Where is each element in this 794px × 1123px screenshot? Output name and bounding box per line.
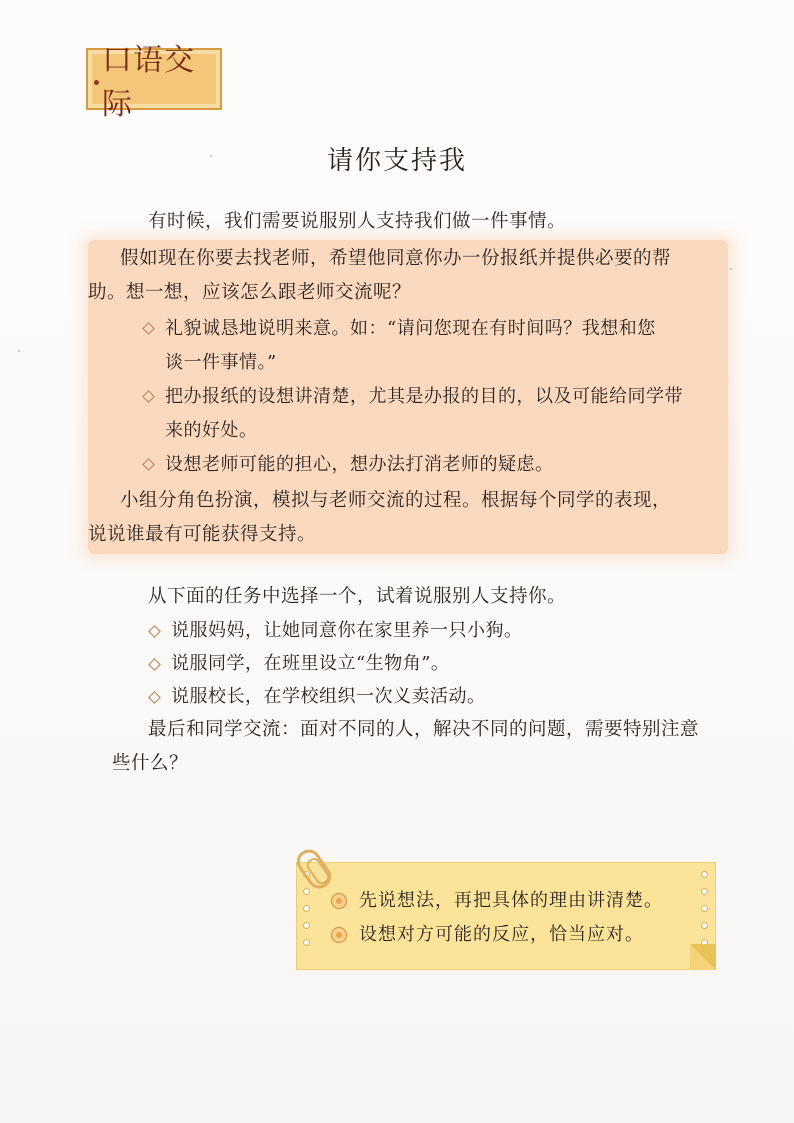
scenario-bullet-3	[144, 448, 704, 482]
scenario-line-1: 假如现在你要去找老师，希望他同意你办一份报纸并提供必要的帮	[120, 248, 672, 269]
bullet-1-line-1: 礼貌诚恳地说明来意。如：“请问您现在有时间吗？我想和您	[165, 318, 656, 339]
closing-line-1: 最后和同学交流：面对不同的人，解决不同的问题，需要特别注意	[148, 719, 700, 740]
paper-speck	[18, 350, 20, 352]
intro-paragraph: 有时候，我们需要说服别人支持我们做一件事情。	[148, 211, 567, 232]
scenario-line-2: 助。想一想，应该怎么跟老师交流呢？	[88, 282, 412, 303]
tip-text: 设想对方可能的反应，恰当应对。	[359, 924, 644, 945]
paper-speck	[730, 268, 732, 270]
task-item-text: 说服校长，在学校组织一次义卖活动。	[171, 686, 486, 707]
diamond-bullet-icon	[148, 625, 161, 638]
diamond-bullet-icon	[142, 458, 155, 471]
tip-sticky-note	[296, 862, 716, 970]
diamond-bullet-icon	[148, 658, 161, 671]
task-item-text: 说服同学，在班里设立“生物角”。	[171, 653, 450, 674]
paper-speck	[210, 155, 212, 157]
section-header-tag	[86, 43, 222, 122]
roleplay-line-2: 说说谁最有可能获得支持。	[88, 524, 317, 545]
tip-item	[331, 919, 644, 951]
diamond-bullet-icon	[142, 390, 155, 403]
circle-bullet-icon	[331, 893, 347, 909]
circle-bullet-icon	[331, 927, 347, 943]
task-item	[150, 614, 523, 648]
task-item	[150, 680, 486, 714]
task-item	[150, 647, 449, 681]
bullet-2-line-2: 来的好处。	[165, 420, 258, 441]
section-label: 口语交际	[102, 43, 195, 122]
closing-paragraph	[112, 713, 718, 781]
tip-text: 先说想法，再把具体的理由讲清楚。	[359, 890, 663, 911]
bullet-1-line-2: 谈一件事情。”	[165, 352, 277, 373]
roleplay-line-1: 小组分角色扮演，模拟与老师交流的过程。根据每个同学的表现，	[120, 490, 672, 511]
task-intro: 从下面的任务中选择一个，试着说服别人支持你。	[148, 586, 567, 607]
closing-line-2: 些什么？	[112, 753, 189, 774]
diamond-bullet-icon	[148, 691, 161, 704]
task-item-text: 说服妈妈，让她同意你在家里养一只小狗。	[171, 620, 523, 641]
tip-item	[331, 885, 663, 917]
page-title: 请你支持我	[326, 146, 467, 176]
bullet-2-line-1: 把办报纸的设想讲清楚，尤其是办报的目的，以及可能给同学带	[165, 386, 683, 407]
scenario-bullet-2	[144, 380, 704, 448]
scenario-bullet-1	[144, 312, 704, 380]
diamond-bullet-icon	[142, 322, 155, 335]
bullet-dot-icon	[94, 80, 99, 85]
note-folded-corner	[690, 944, 716, 970]
note-holes-right	[701, 871, 709, 946]
bullet-3-line-1: 设想老师可能的担心，想办法打消老师的疑虑。	[165, 454, 554, 475]
scenario-box	[88, 240, 728, 554]
